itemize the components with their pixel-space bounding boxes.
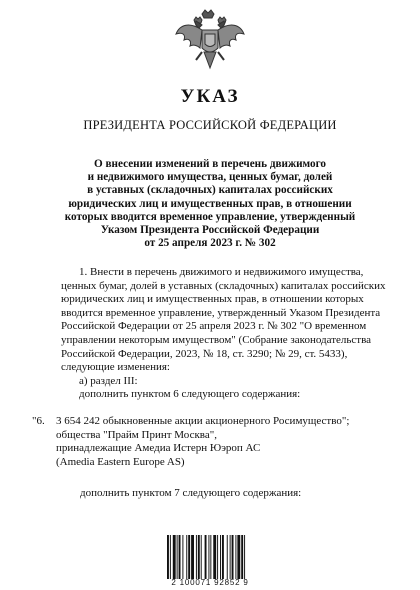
paragraph-1 (61, 266, 386, 375)
item-6-line: общества "Прайм Принт Москва", (56, 428, 217, 441)
barcode-bar (237, 535, 240, 579)
barcode (167, 535, 247, 579)
barcode-bar (222, 535, 224, 579)
barcode-bar (167, 535, 169, 579)
paragraph-line: Российской Федерации от 25 апреля 2023 г. № 302 "О временном (61, 320, 367, 333)
barcode-bar (210, 535, 211, 579)
subitem-a: а) раздел III: (79, 374, 138, 387)
barcode-bar (186, 535, 187, 579)
item-6-text (56, 415, 349, 469)
add-item-6-instruction: дополнить пунктом 6 следующего содержания: (79, 388, 301, 401)
barcode-bar (232, 535, 234, 579)
paragraph-line: управлении некоторым имуществом" (Собрание законодательства (61, 333, 372, 346)
barcode-bar (177, 535, 178, 579)
heading-line: от 25 апреля 2023 г. № 302 (144, 237, 276, 250)
heading-line: и недвижимого имущества, ценных бумаг, долей (87, 171, 333, 184)
barcode-bar (191, 535, 194, 579)
decree-subtitle: ПРЕЗИДЕНТА РОССИЙСКОЙ ФЕДЕРАЦИИ (83, 118, 337, 132)
decree-heading (60, 158, 360, 250)
barcode-bar (198, 535, 200, 579)
paragraph-line: ценных бумаг, долей в уставных (складочных) капиталах российских (61, 279, 386, 292)
item-6-line: 3 654 242 обыкновенные акции акционерного Росимущество"; (56, 415, 350, 427)
heading-line: О внесении изменений в перечень движимого (94, 158, 326, 170)
paragraph-line: юридических лиц и имущественных прав, в отношении которых (61, 293, 364, 306)
barcode-bar (179, 535, 181, 579)
barcode-bar (217, 535, 218, 579)
heading-line: которых вводится временное управление, утвержденный (64, 210, 356, 223)
decree-body (61, 266, 386, 402)
barcode-bar (208, 535, 209, 579)
item-6-line: (Amedia Eastern Europe AS) (56, 455, 185, 468)
heading-line: Указом Президента Российской Федерации (100, 224, 320, 237)
item-6-number: "6. (32, 415, 45, 427)
add-item-7-instruction: дополнить пунктом 7 следующего содержания: (80, 487, 302, 499)
barcode-bar (241, 535, 243, 579)
paragraph-line: следующие изменения: (61, 361, 170, 374)
barcode-bar (213, 535, 216, 579)
barcode-bar (170, 535, 171, 579)
barcode-bar (173, 535, 176, 579)
barcode-bar (227, 535, 228, 579)
barcode-number: 2 100071 92852 9 (171, 578, 249, 587)
heading-line: в уставных (складочных) капиталах российских (87, 184, 333, 197)
heading-line: юридических лиц и имущественных прав, в отношении (68, 197, 352, 210)
paragraph-line: Российской Федерации, 2023, № 18, ст. 3290; № 29, ст. 5433), (61, 347, 348, 360)
barcode-bar (220, 535, 221, 579)
decree-title: УКАЗ (180, 86, 240, 107)
barcode-bar (244, 535, 245, 579)
barcode-bar (235, 535, 236, 579)
item-6-line: принадлежащие Амедиа Истерн Юэроп АС (56, 442, 261, 455)
paragraph-line: вводится временное управление, утвержденный Указом Президента (61, 306, 381, 319)
barcode-bar (196, 535, 197, 579)
russian-coat-of-arms-emblem (172, 8, 248, 78)
barcode-bar (205, 535, 207, 579)
barcode-bar (182, 535, 183, 579)
barcode-bar (201, 535, 202, 579)
barcode-bar (188, 535, 190, 579)
paragraph-line: 1. Внести в перечень движимого и недвижимого имущества, (79, 266, 364, 278)
barcode-bar (230, 535, 231, 579)
